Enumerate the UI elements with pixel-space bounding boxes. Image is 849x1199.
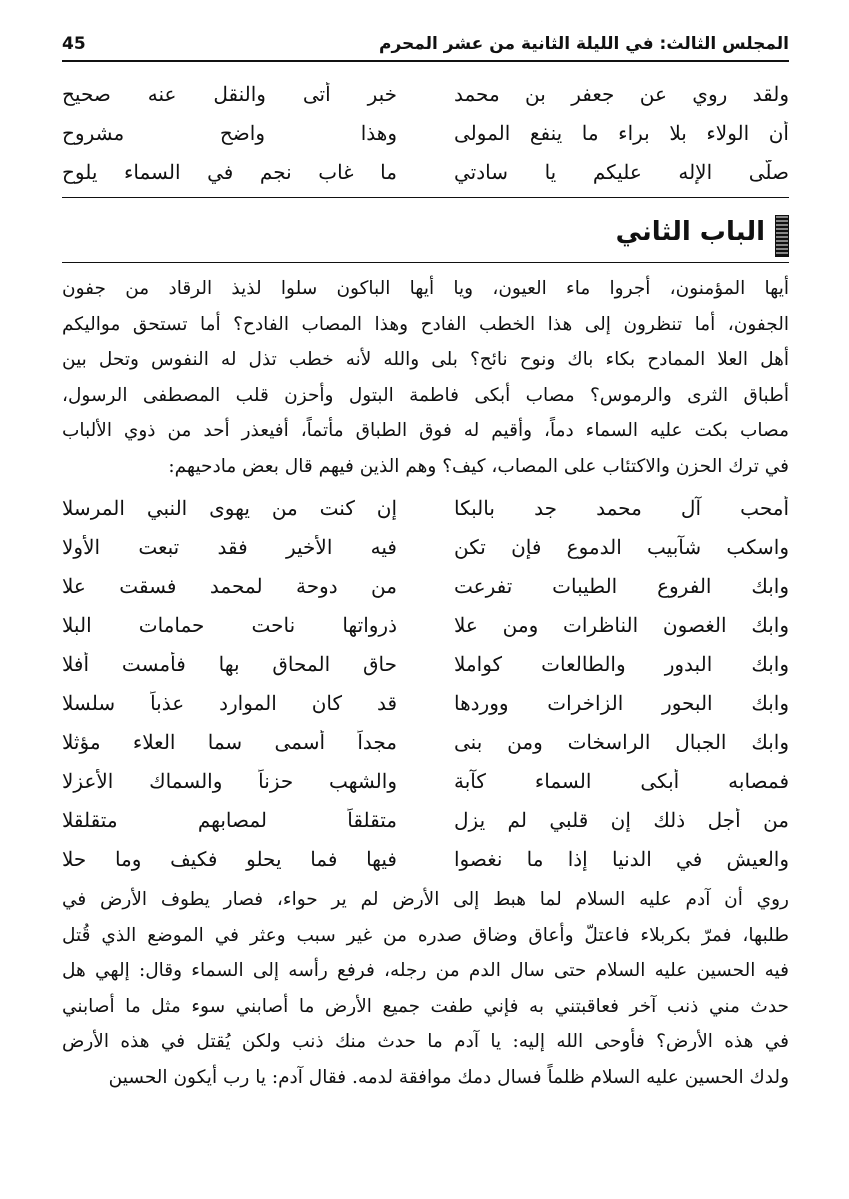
elegy-poem <box>62 488 789 878</box>
text-line: أهل العلا الممادح بكاء باك ونوح نائح؟ بلى والله لأنه خطب تذل له النفوس وتحل بين <box>62 349 789 370</box>
verse-second-hemistich: قد كان الموارد عذباً سلسلا <box>62 690 397 715</box>
verse-first-hemistich: والعيش في الدنيا إذا ما نغصوا <box>454 846 789 871</box>
verse-second-hemistich: إن كنت من يهوى النبي المرسلا <box>62 495 397 520</box>
verse-second-hemistich: فيه الأخير فقد تبعت الأولا <box>62 534 397 559</box>
verse-line <box>62 488 789 527</box>
verse-second-hemistich: ما غاب نجم في السماء يلوح <box>62 159 397 184</box>
verse-line <box>62 644 789 683</box>
top-poem <box>62 74 789 198</box>
paragraph-1 <box>62 271 789 484</box>
verse-second-hemistich: حاق المحاق بها فأمست أفلا <box>62 651 397 676</box>
verse-line <box>62 566 789 605</box>
verse-line <box>62 605 789 644</box>
verse-first-hemistich: ولقد روي عن جعفر بن محمد <box>454 81 789 106</box>
verse-line <box>62 722 789 761</box>
verse-second-hemistich: وهذا واضح مشروح <box>62 120 397 145</box>
text-line: الجفون، أما تنظرون إلى هذا الخطب الفادح وهذا المصاب الفادح؟ أما تستحق مواليكم <box>62 313 789 335</box>
verse-second-hemistich: فيها فما يحلو فكيف وما حلا <box>62 846 397 871</box>
verse-first-hemistich: وابك الجبال الراسخات ومن بنى <box>454 729 789 754</box>
verse-line <box>62 839 789 878</box>
verse-first-hemistich: من أجل ذلك إن قلبي لم يزل <box>454 807 789 832</box>
text-line: طلبها، فمرّ بكربلاء فاعتلّ وأعاق وضاق صدره من غير سبب وعثر في الموضع الذي قُتل <box>62 924 789 946</box>
verse-second-hemistich: من دوحة لمحمد فسقت علا <box>62 573 397 598</box>
verse-first-hemistich: أن الولاء بلا براء ما ينفع المولى <box>454 120 789 145</box>
verse-line <box>62 683 789 722</box>
section-marker-icon <box>775 215 789 257</box>
text-line: حدث مني ذنب آخر فعاقبتني به فإني طفت جميع الأرض ما أصابني سوء مثل ما أصابني <box>62 995 789 1017</box>
text-line: أطباق الثرى والرموس؟ مصاب أبكى فاطمة البتول وأحزن قلب المصطفى الرسول، <box>62 384 789 406</box>
verse-first-hemistich: وابك الفروع الطيبات تفرعت <box>454 573 789 598</box>
text-line: مصاب بكت عليه السماء دماً، وأقيم له فوق الطباق مأتماً، أفيعذر أحد من ذوي الألباب <box>62 420 789 441</box>
paragraph-2 <box>62 882 789 1095</box>
section-title: الباب الثاني <box>615 217 765 247</box>
text-line: في هذه الأرض؟ فأوحى الله إليه: يا آدم ما حدث منك ذنب ولكن يُقتل في هذه الأرض <box>62 1031 789 1052</box>
text-line: روي أن آدم عليه السلام لما هبط إلى الأرض لم ير حواء، فصار يطوف الأرض في <box>62 889 789 910</box>
text-line: ولدك الحسين عليه السلام ظلماً فسال دمك موافقة لدمه. فقال آدم: يا رب أيكون الحسين <box>108 1066 789 1088</box>
verse-second-hemistich: والشهب حزناً والسماك الأعزلا <box>62 768 397 793</box>
text-line: في ترك الحزن والاكتئاب على المصاب، كيف؟ وهم الذين فيهم قال بعض مادحيهم: <box>168 455 789 477</box>
verse-first-hemistich: فمصابه أبكى السماء كآبة <box>454 768 789 793</box>
verse-first-hemistich: صلّى الإله عليكم يا سادتي <box>454 159 789 184</box>
verse-line <box>62 74 789 113</box>
verse-first-hemistich: وابك البدور والطالعات كواملا <box>454 651 789 676</box>
page-number: 45 <box>62 34 86 54</box>
verse-line <box>62 113 789 152</box>
verse-first-hemistich: أمحب آل محمد جد بالبكا <box>454 495 789 520</box>
verse-first-hemistich: وابك الغصون الناظرات ومن علا <box>454 612 789 637</box>
verse-second-hemistich: خبر أتى والنقل عنه صحيح <box>62 81 397 106</box>
verse-second-hemistich: ذرواتها ناحت حمامات البلا <box>62 612 397 637</box>
verse-line <box>62 761 789 800</box>
book-page <box>62 30 789 1095</box>
verse-second-hemistich: مجداً أسمى سما العلاء مؤثلا <box>62 729 397 754</box>
verse-line <box>62 527 789 566</box>
verse-line <box>62 800 789 839</box>
text-line: فيه الحسين عليه السلام حتى سال الدم من رجله، فرفع رأسه إلى السماء وقال: إلهي هل <box>62 960 789 981</box>
running-title: المجلس الثالث: في الليلة الثانية من عشر المحرم <box>378 34 789 54</box>
running-header <box>62 30 789 62</box>
verse-second-hemistich: متقلقاً لمصابهم متقلقلا <box>62 807 397 832</box>
verse-line <box>62 152 789 191</box>
verse-first-hemistich: واسكب شآبيب الدموع فإن تكن <box>454 534 789 559</box>
text-line: أيها المؤمنون، أجروا ماء العيون، ويا أيها الباكون سلوا لذيذ الرقاد من جفون <box>62 278 789 299</box>
verse-first-hemistich: وابك البحور الزاخرات ووردها <box>454 690 789 715</box>
section-heading <box>62 202 789 263</box>
